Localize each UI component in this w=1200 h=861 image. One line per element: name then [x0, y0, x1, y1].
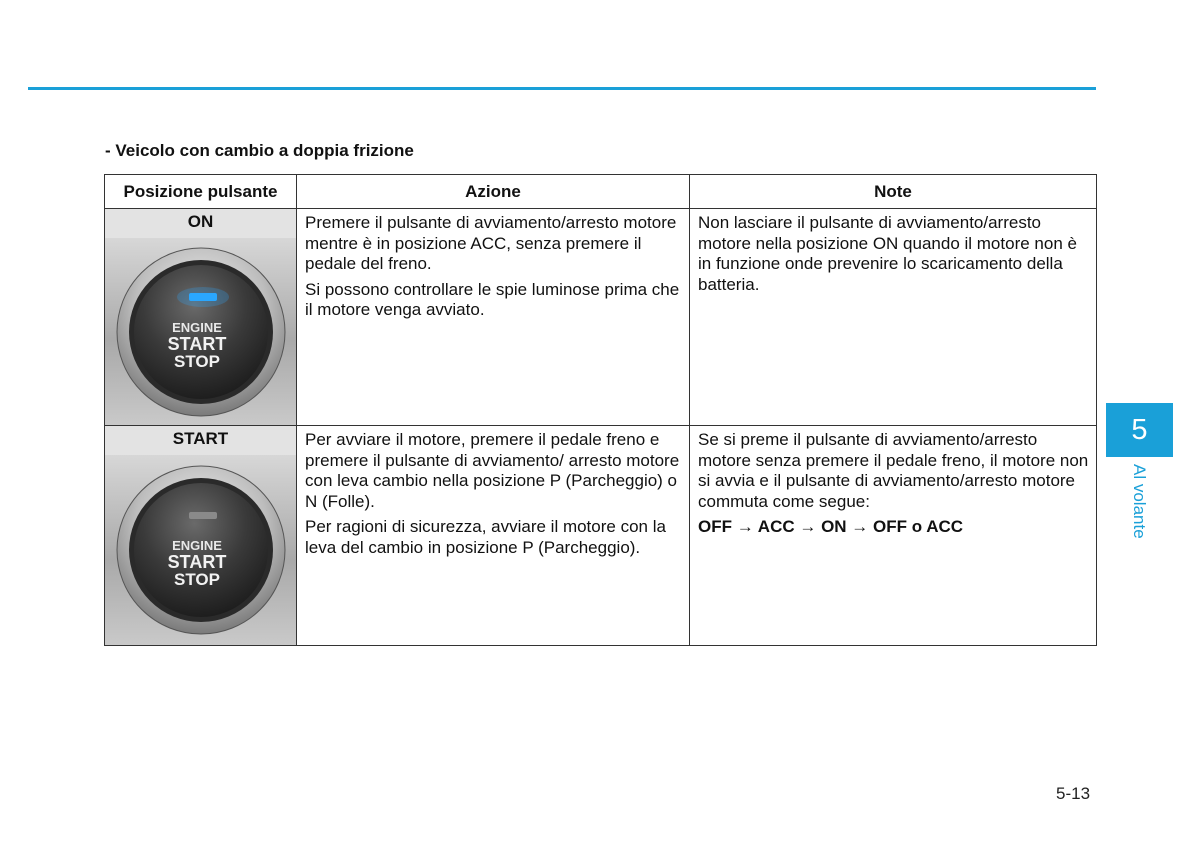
chapter-tab: 5	[1106, 403, 1173, 457]
header-position: Posizione pulsante	[105, 175, 297, 209]
button-text-engine: ENGINE	[171, 319, 222, 335]
button-text-engine: ENGINE	[171, 538, 222, 553]
table-header-row	[105, 175, 1097, 209]
action-paragraph: Per avviare il motore, premere il pedale freno e premere il pulsante di avviamento/ arresto motore con leva cambio nella posizione P (Parcheggio) o N (Folle).	[305, 430, 680, 511]
button-text-start: START	[167, 552, 226, 572]
indicator-led	[189, 512, 217, 519]
note-cell	[690, 209, 1097, 426]
position-cell	[105, 209, 297, 426]
start-button-table	[104, 174, 1097, 646]
engine-button-image	[105, 455, 296, 645]
indicator-led	[189, 293, 217, 301]
table-row	[105, 209, 1097, 426]
action-cell	[297, 209, 690, 426]
action-paragraph: Premere il pulsante di avviamento/arresto motore mentre è in posizione ACC, senza premere il pedale del freno.	[305, 213, 677, 273]
chapter-title	[1127, 464, 1151, 554]
header-note: Note	[690, 175, 1097, 209]
note-sequence: OFF → ACC → ON → OFF o ACC	[698, 517, 964, 536]
button-text-stop: STOP	[173, 570, 220, 589]
position-label: START	[105, 426, 296, 455]
section-heading: - Veicolo con cambio a doppia frizione	[105, 141, 414, 160]
position-cell	[105, 426, 297, 646]
header-action: Azione	[297, 175, 690, 209]
engine-start-stop-button-on-icon	[113, 244, 289, 420]
button-text-start: START	[167, 333, 226, 354]
engine-start-stop-button-start-icon	[113, 462, 289, 638]
note-paragraph: Se si preme il pulsante di avviamento/arresto motore senza premere il pedale freno, il motore non si avvia e il pulsante di avviamento/arresto motore commuta come segue:	[698, 430, 1089, 511]
position-label: ON	[105, 209, 296, 238]
action-cell	[297, 426, 690, 646]
button-text-stop: STOP	[173, 351, 220, 371]
note-paragraph: Non lasciare il pulsante di avviamento/arresto motore nella posizione ON quando il motore non è in funzione onde prevenire lo scaricamento della batteria.	[698, 213, 1077, 294]
engine-button-image	[105, 238, 296, 425]
indicator-glow	[177, 287, 229, 307]
top-rule	[28, 87, 1096, 90]
page-number: 5-13	[1056, 784, 1091, 803]
chapter-title-text: Al volante	[1130, 464, 1149, 539]
table-row	[105, 426, 1097, 646]
action-paragraph: Per ragioni di sicurezza, avviare il motore con la leva del cambio in posizione P (Parcheggio).	[305, 517, 666, 557]
action-paragraph: Si possono controllare le spie luminose prima che il motore venga avviato.	[305, 279, 680, 319]
note-cell	[690, 426, 1097, 646]
